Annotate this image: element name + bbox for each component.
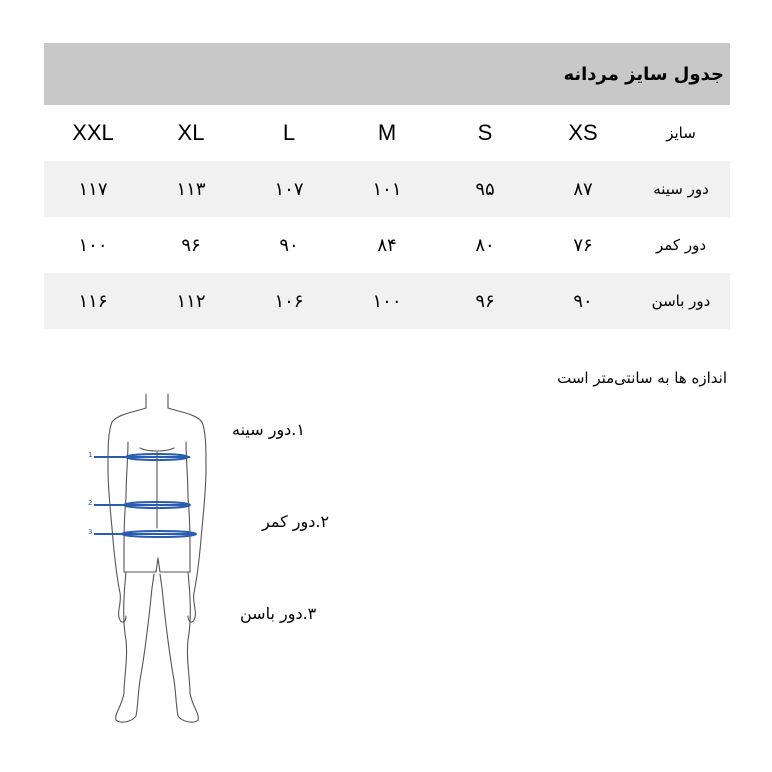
size-header: M <box>377 120 397 145</box>
legend-hip: ۳.دور باسن <box>240 604 317 623</box>
table-title: جدول سایز مردانه <box>563 63 724 85</box>
body-measurement-figure <box>86 388 226 738</box>
table-cell: ۱۰۷ <box>274 178 304 200</box>
table-cell: ۱۰۱ <box>372 178 402 200</box>
table-cell: ۱۰۶ <box>274 290 304 312</box>
marker-2: 2 <box>88 499 93 507</box>
legend-waist: ۲.دور کمر <box>262 512 330 531</box>
size-header: XXL <box>72 120 114 145</box>
table-row <box>44 217 730 273</box>
table-row <box>44 161 730 217</box>
size-column-label: سایز <box>666 124 696 142</box>
table-cell: ۸۰ <box>475 234 495 256</box>
marker-1: 1 <box>88 451 93 459</box>
size-chart-table <box>44 43 730 329</box>
table-cell: ۱۱۷ <box>78 178 108 200</box>
size-header: XS <box>568 120 598 145</box>
body-outline-illustration <box>86 388 226 738</box>
marker-3: 3 <box>88 528 93 536</box>
table-cell: ۹۰ <box>279 234 299 256</box>
table-cell: ۱۱۳ <box>176 178 206 200</box>
table-title-bar <box>44 43 730 105</box>
row-label: دور باسن <box>651 292 711 310</box>
table-cell: ۱۱۲ <box>176 290 206 312</box>
row-label: دور سینه <box>653 180 709 198</box>
table-cell: ۹۵ <box>475 178 495 200</box>
table-cell: ۸۴ <box>377 234 397 256</box>
table-cell: ۹۶ <box>181 234 201 256</box>
size-header: L <box>282 120 296 145</box>
table-row <box>44 273 730 329</box>
table-cell: ۹۶ <box>475 290 495 312</box>
table-cell: ۹۰ <box>573 290 593 312</box>
table-cell: ۷۶ <box>573 234 593 256</box>
table-cell: ۱۱۶ <box>78 290 108 312</box>
units-note: اندازه ها به سانتی‌متر است <box>557 369 727 387</box>
row-label: دور کمر <box>655 236 707 254</box>
size-header: S <box>477 120 493 145</box>
table-header-row <box>44 105 730 161</box>
size-header: XL <box>177 120 205 145</box>
table-cell: ۸۷ <box>573 178 593 200</box>
legend-chest: ۱.دور سینه <box>232 420 305 439</box>
table-cell: ۱۰۰ <box>78 234 108 256</box>
table-cell: ۱۰۰ <box>372 290 402 312</box>
